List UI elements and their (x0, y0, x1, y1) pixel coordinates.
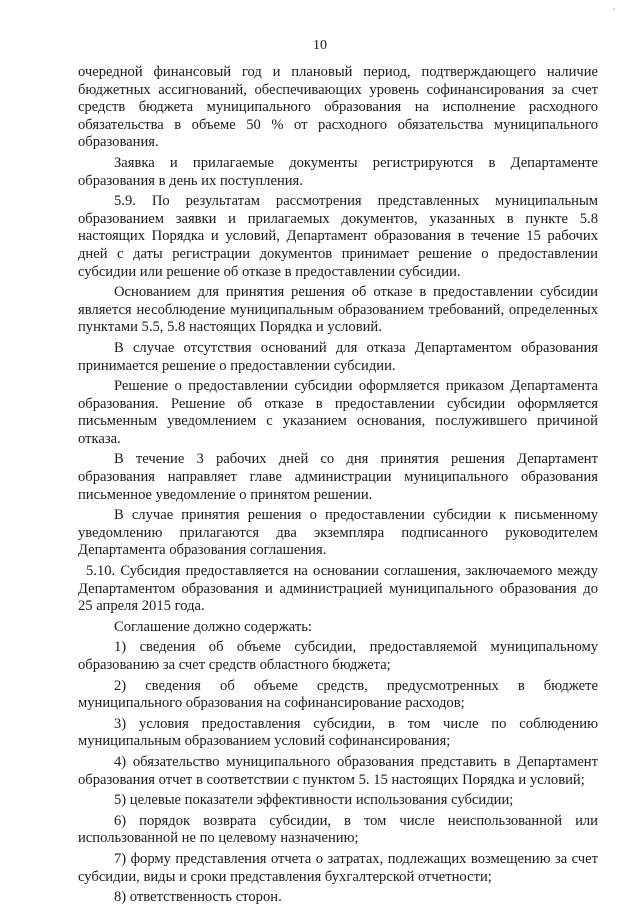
list-item: 7) форму представления отчета о затратах, подлежащих возмещению за счет субсидии, виды и сроки представления бухгалтерской отчетности; (78, 850, 598, 885)
paragraph-no-grounds: В случае отсутствия оснований для отказа Департаментом образования принимается решение о предоставлении субсидии. (78, 339, 598, 374)
paragraph-registration: Заявка и прилагаемые документы регистрируются в Департаменте образования в день их поступления. (78, 154, 598, 189)
paragraph-5-10: 5.10. Субсидия предоставляется на основании соглашения, заключаемого между Департаментом образования и администрацией муниципального образования до 25 апреля 2015 года. (78, 563, 598, 615)
paragraph-decision-form: Решение о предоставлении субсидии оформляется приказом Департамента образования. Решение об отказе в предоставлении субсидии оформляется письменным уведомлением с указанием основания, послужившего причиной отказа. (78, 378, 598, 447)
corner-mark: ` (612, 8, 616, 19)
paragraph-refusal-grounds: Основанием для принятия решения об отказе в предоставлении субсидии является несоблюдение муниципальным образованием требований, определенных пунктами 5.5, 5.8 настоящих Порядка и условий. (78, 284, 598, 336)
list-item: 1) сведения об объеме субсидии, предоставляемой муниципальному образованию за счет средств областного бюджета; (78, 639, 598, 673)
paragraph-5-9: 5.9. По результатам рассмотрения представленных муниципальным образованием заявки и прилагаемых документов, указанных в пункте 5.8 настоящих Порядка и условий, Департамент образования в течение 15 рабочих дней с даты регистрации документов принимает решение о предоставлении субсидии или решение об отказе в предоставлении субсидии. (78, 193, 598, 280)
list-item: 4) обязательство муниципального образования представить в Департамент образования отчет в соответствии с пунктом 5. 15 настоящих Порядка и условий; (78, 753, 598, 788)
page-number: 10 (313, 38, 327, 53)
list-item: 8) ответственность сторон. (114, 889, 282, 906)
paragraph-continuation: очередной финансовый год и плановый период, подтверждающего наличие бюджетных ассигнований, обеспечивающих уровень софинансирования за счет средств бюджета муниципального образования на исполнение расходного обязательства в объеме 50 % от расходного обязательства муниципального образования. (78, 64, 598, 151)
paragraph-agreement-contents: Соглашение должно содержать: (114, 618, 312, 635)
list-item: 2) сведения об объеме средств, предусмотренных в бюджете муниципального образования на софинансирование расходов; (78, 677, 598, 712)
document-body (78, 64, 598, 910)
list-item: 5) целевые показатели эффективности использования субсидии; (114, 792, 514, 809)
paragraph-agreement-copies: В случае принятия решения о предоставлении субсидии к письменному уведомлению прилагаются два экземпляра подписанного руководителем Департамента образования соглашения. (78, 507, 598, 559)
list-item: 3) условия предоставления субсидии, в том числе по соблюдению муниципальным образованием условий софинансирования; (78, 715, 598, 750)
list-item: 6) порядок возврата субсидии, в том числе неиспользованной или использованной не по целевому назначению; (78, 812, 598, 847)
paragraph-notification: В течение 3 рабочих дней со дня принятия решения Департамент образования направляет главе администрации муниципального образования письменное уведомление о принятом решении. (78, 451, 598, 503)
